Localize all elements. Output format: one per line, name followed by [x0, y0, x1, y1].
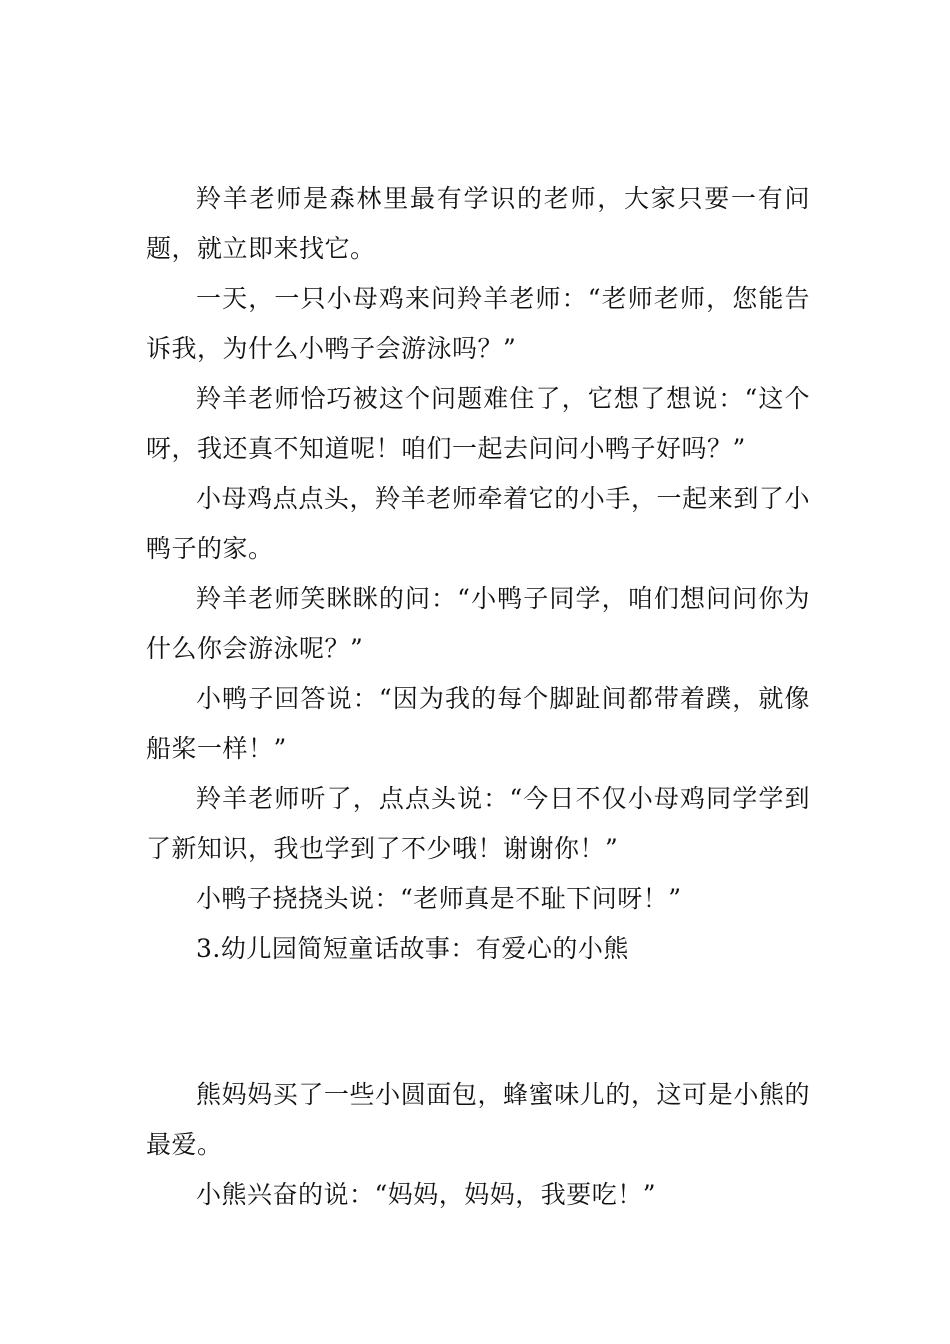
story-part-one: [146, 174, 810, 974]
paragraph-10: 小熊兴奋的说：“妈妈，妈妈，我要吃！”: [196, 1180, 657, 1209]
section-heading: 3.幼儿园简短童话故事：有爱心的小熊: [196, 934, 629, 963]
paragraph-6: 小鸭子回答说：“因为我的每个脚趾间都带着蹼，就像船桨一样！”: [146, 684, 810, 763]
paragraph-4: 小母鸡点点头，羚羊老师牵着它的小手，一起来到了小鸭子的家。: [146, 484, 810, 563]
paragraph-8: 小鸭子挠挠头说：“老师真是不耻下问呀！”: [196, 884, 682, 913]
paragraph-3: 羚羊老师恰巧被这个问题难住了，它想了想说：“这个呀，我还真不知道呢！咱们一起去问问小鸭子好吗？”: [146, 384, 810, 463]
story-part-two: [146, 1070, 810, 1220]
paragraph-1: 羚羊老师是森林里最有学识的老师，大家只要一有问题，就立即来找它。: [146, 184, 810, 263]
paragraph-5: 羚羊老师笑眯眯的问：“小鸭子同学，咱们想问问你为什么你会游泳呢？”: [146, 584, 810, 663]
paragraph-7: 羚羊老师听了，点点头说：“今日不仅小母鸡同学学到了新知识，我也学到了不少哦！谢谢你！”: [146, 784, 810, 863]
paragraph-9: 熊妈妈买了一些小圆面包，蜂蜜味儿的，这可是小熊的最爱。: [146, 1080, 810, 1159]
paragraph-2: 一天，一只小母鸡来问羚羊老师：“老师老师，您能告诉我，为什么小鸭子会游泳吗？”: [146, 284, 810, 363]
